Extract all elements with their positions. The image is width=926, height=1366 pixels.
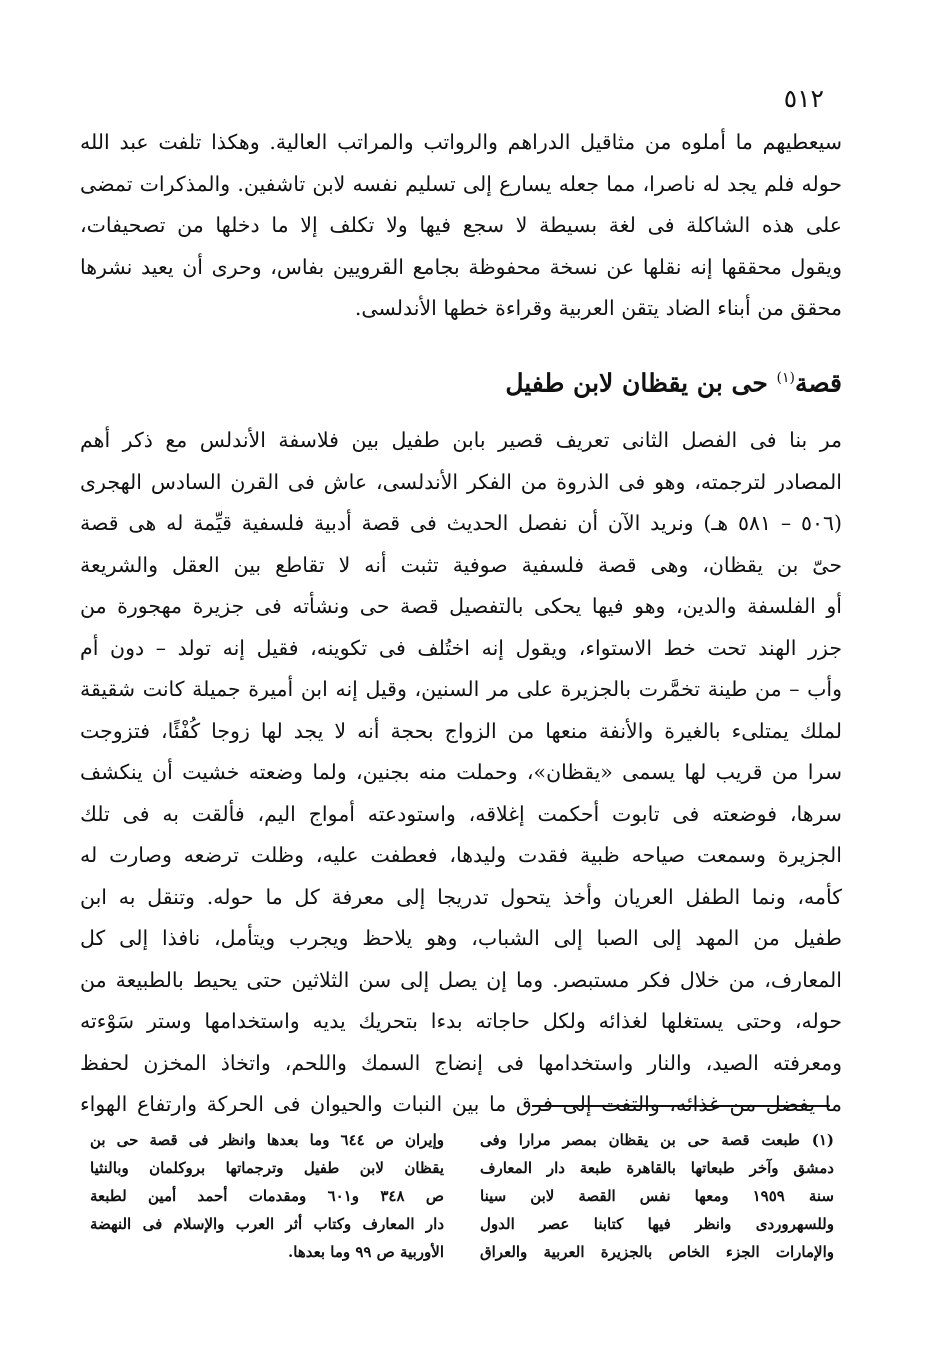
heading-prefix: قصة	[794, 368, 842, 398]
footnote-line: الأوربية ص ٩٩ وما بعدها.	[288, 1243, 444, 1261]
text-line: ومعرفته الصيد، والنار واستخدامها فى إنضاج السمك واللحم، واتخاذ المخزن لحفظ	[80, 1050, 842, 1075]
page-number: ٥١٢	[783, 84, 824, 113]
text-line: مر بنا فى الفصل الثانى تعريف قصير بابن طفيل بين فلاسفة الأندلس مع ذكر أهم	[80, 428, 842, 452]
text-line: حىّ بن يقظان، وهى قصة فلسفية صوفية تثبت أنه لا تقاطع بين العقل والشريعة	[80, 552, 842, 577]
text-line: وأب – من طينة تخمَّرت بالجزيرة على مر السنين، وقيل إنه ابن أميرة جميلة كانت شقيقة	[80, 677, 842, 701]
footnote-line: والإمارات الجزء الخاص بالجزيرة العربية والعراق	[480, 1243, 834, 1261]
footnote-line: ص ٣٤٨ و٦٠١ ومقدمات أحمد أمين لطبعة	[90, 1187, 444, 1205]
text-line: (٥٠٦ – ٥٨١ هـ) ونريد الآن أن نفصل الحديث فى قصة أدبية فلسفية قيِّمة له هى قصة	[80, 511, 842, 535]
text-line: سرا من قريب لها يسمى «يقظان»، وحملت منه بجنين، ولما وضعته خشيت أن ينكشف	[80, 760, 842, 784]
footnote-separator	[532, 1105, 830, 1107]
text-line: ما يفضل من غذائه، والتفت إلى فرق ما بين النبات والحيوان فى الحركة وارتفاع الهواء	[80, 1092, 842, 1116]
text-line: سرها، فوضعته فى تابوت أحكمت إغلاقه، واستودعته أمواج اليم، فألقت به فى تلك	[80, 801, 842, 826]
text-line: ويقول محققها إنه نقلها عن نسخة محفوظة بجامع القرويين بفاس، وحرى أن يعيد نشرها	[80, 254, 842, 279]
text-line: المصادر لترجمته، وهو فى الذروة من الفكر الأندلسى، عاش فى القرن السادس الهجرى	[80, 469, 842, 494]
text-line: لملك يمتلىء بالغيرة والأنفة منعها من الزواج بحجة أنه لا يجد لها زوجا كُفْئًا، فتزوجت	[80, 718, 842, 743]
section-heading	[505, 358, 842, 403]
footnote-column-right	[480, 1126, 834, 1266]
text-line: طفيل من المهد إلى الصبا إلى الشباب، وهو يلاحظ ويجرب ويتأمل، نافذا إلى كل	[80, 926, 842, 950]
text-line: حوله، وحتى يستغلها لغذائه ولكل حاجاته بدءا بتحريك يديه واستخدامها وستر سَوْءته	[80, 1009, 842, 1033]
text-line: جزر الهند تحت خط الاستواء، ويقول إنه اختُلف فى تكوينه، فقيل إنه تولد – دون أم	[80, 635, 842, 660]
footnote-column-left	[90, 1126, 444, 1266]
footnote-line: سنة ١٩٥٩ ومعها نفس القصة لابن سينا	[480, 1187, 834, 1205]
footnote-line: دمشق وآخر طبعاتها بالقاهرة طبعة دار المعارف	[480, 1159, 834, 1177]
footnote-line: وللسهروردى وانظر فيها كتابنا عصر الدول	[480, 1215, 834, 1233]
text-line: المعارف، من خلال فكر مستبصر. وما إن يصل إلى سن الثلاثين حتى يحيط بالطبيعة من	[80, 967, 842, 992]
text-line: محقق من أبناء الضاد يتقن العربية وقراءة خطها الأندلسى.	[354, 296, 842, 320]
footnote-reference[interactable]: (١)	[776, 370, 795, 386]
text-line: سيعطيهم ما أملوه من مثاقيل الدراهم والرواتب والمراتب العالية. وهكذا تلفت عبد الله	[80, 130, 842, 154]
heading-title: حى بن يقظان لابن طفيل	[505, 368, 777, 398]
text-line: أو الفلسفة والدين، وهو فيها يحكى بالتفصيل قصة حى ونشأته فى جزيرة مهجورة من	[80, 594, 842, 618]
footnote-line: وإيران ص ٦٤٤ وما بعدها وانظر فى قصة حى بن	[90, 1131, 444, 1149]
text-line: الجزيرة وسمعت صياحه ظبية فقدت وليدها، فعطفت عليه، وظلت ترضعه وصارت له	[80, 843, 842, 867]
text-line: على هذه الشاكلة فى لغة بسيطة لا سجع فيها ولا تكلف إلا ما دخلها من تصحيفات،	[80, 213, 842, 237]
text-line: حوله فلم يجد له ناصرا، مما جعله يسارع إلى تسليم نفسه لابن تاشفين. والمذكرات تمضى	[80, 171, 842, 196]
text-line: كأمه، ونما الطفل العريان وأخذ يتحول تدريجا إلى معرفة كل ما حوله. وتنقل به ابن	[80, 884, 842, 909]
footnote-line: (١) طبعت قصة حى بن يقظان بمصر مرارا وفى	[480, 1131, 834, 1149]
intro-paragraph	[80, 122, 842, 330]
footnotes	[90, 1126, 834, 1266]
footnote-line: يقظان لابن طفيل وترجماتها بروكلمان وبالنثيا	[90, 1159, 444, 1177]
body-paragraph	[80, 420, 842, 1126]
footnote-line: دار المعارف وكتاب أثر العرب والإسلام فى النهضة	[90, 1215, 444, 1233]
